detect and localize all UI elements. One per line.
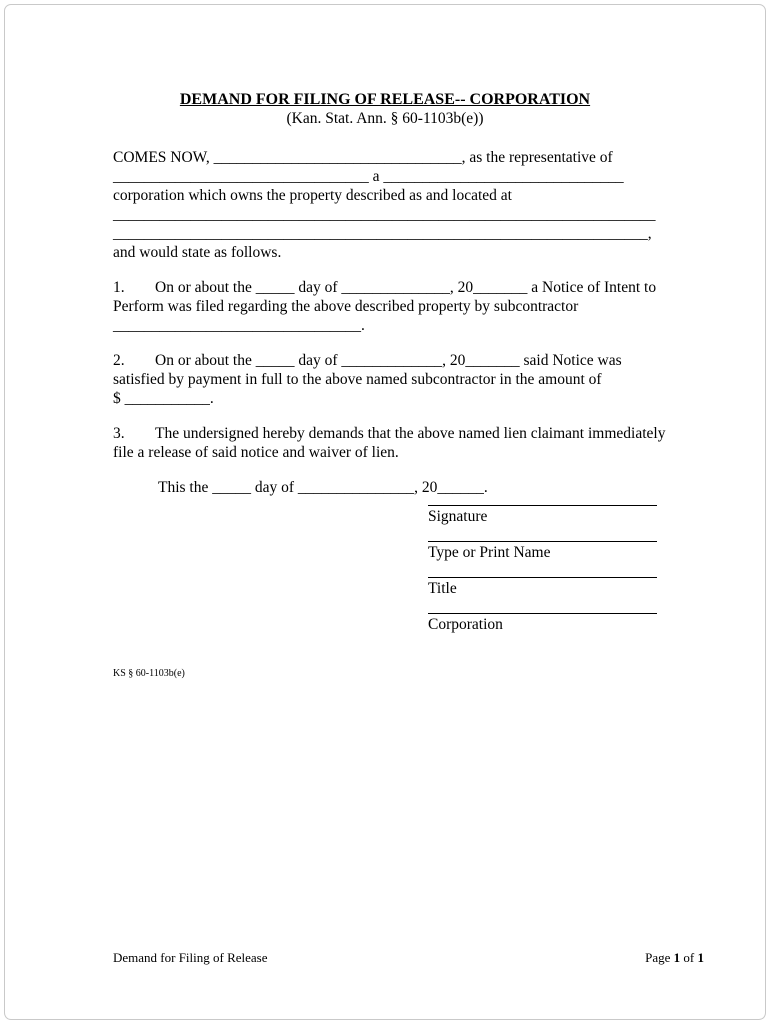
statute-footnote: KS § 60-1103b(e): [113, 668, 185, 679]
paragraph-number: 1.: [113, 279, 125, 296]
title-label: Title: [428, 577, 657, 598]
page-footer: [113, 948, 704, 967]
intro-line: COMES NOW, ________________________________, as the representative of: [113, 149, 613, 166]
footer-page-total: 1: [697, 950, 704, 965]
paragraph-text: The undersigned hereby demands that the above named lien claimant immediately: [155, 425, 666, 442]
intro-line: corporation which owns the property described as and located at: [113, 187, 512, 204]
footer-document-name: Demand for Filing of Release: [113, 950, 268, 965]
document-body: [113, 90, 666, 497]
paragraph-line: satisfied by payment in full to the above named subcontractor in the amount of: [113, 371, 602, 388]
paragraph-number: 2.: [113, 352, 125, 369]
intro-line: _________________________________ a _______________________________: [113, 168, 624, 185]
intro-line-blank: ______________________________________________________________________: [113, 206, 656, 223]
paragraph-line: [113, 278, 657, 297]
document-subtitle: (Kan. Stat. Ann. § 60-1103b(e)): [286, 110, 484, 127]
signature-item: [428, 505, 657, 526]
document-title: DEMAND FOR FILING OF RELEASE-- CORPORATION: [179, 91, 591, 108]
corporation-label: Corporation: [428, 613, 657, 634]
signature-item: [428, 613, 657, 634]
paragraph-line: Perform was filed regarding the above described property by subcontractor: [113, 298, 579, 315]
footer-page-number: 1: [673, 950, 681, 965]
paragraph-line: file a release of said notice and waiver of lien.: [113, 444, 399, 461]
footer-page-word: Page: [645, 950, 674, 965]
paragraph-line: [113, 424, 666, 443]
footer-page-indicator: [645, 948, 704, 967]
signature-block: [428, 505, 657, 649]
type-or-print-name-label: Type or Print Name: [428, 541, 657, 562]
closing-date-line: This the _____ day of _______________, 20______.: [158, 479, 488, 496]
signature-label: Signature: [428, 505, 657, 526]
paragraph-number: 3.: [113, 425, 125, 442]
footer-of-word: of: [680, 950, 698, 965]
numbered-paragraph-2: [113, 351, 657, 408]
paragraph-line: $ ___________.: [113, 390, 214, 407]
numbered-paragraph-3: [113, 424, 666, 462]
paragraph-text: On or about the _____ day of ______________, 20_______ a Notice of Intent to: [155, 279, 657, 296]
signature-item: [428, 541, 657, 562]
numbered-paragraph-1: [113, 278, 657, 335]
paragraph-line: ________________________________.: [113, 317, 365, 334]
signature-item: [428, 577, 657, 598]
intro-line-blank: _____________________________________________________________________,: [113, 225, 652, 242]
paragraph-line: [113, 351, 657, 370]
paragraph-text: On or about the _____ day of _____________, 20_______ said Notice was: [155, 352, 622, 369]
intro-line: and would state as follows.: [113, 244, 282, 261]
intro-paragraph: [113, 148, 657, 262]
